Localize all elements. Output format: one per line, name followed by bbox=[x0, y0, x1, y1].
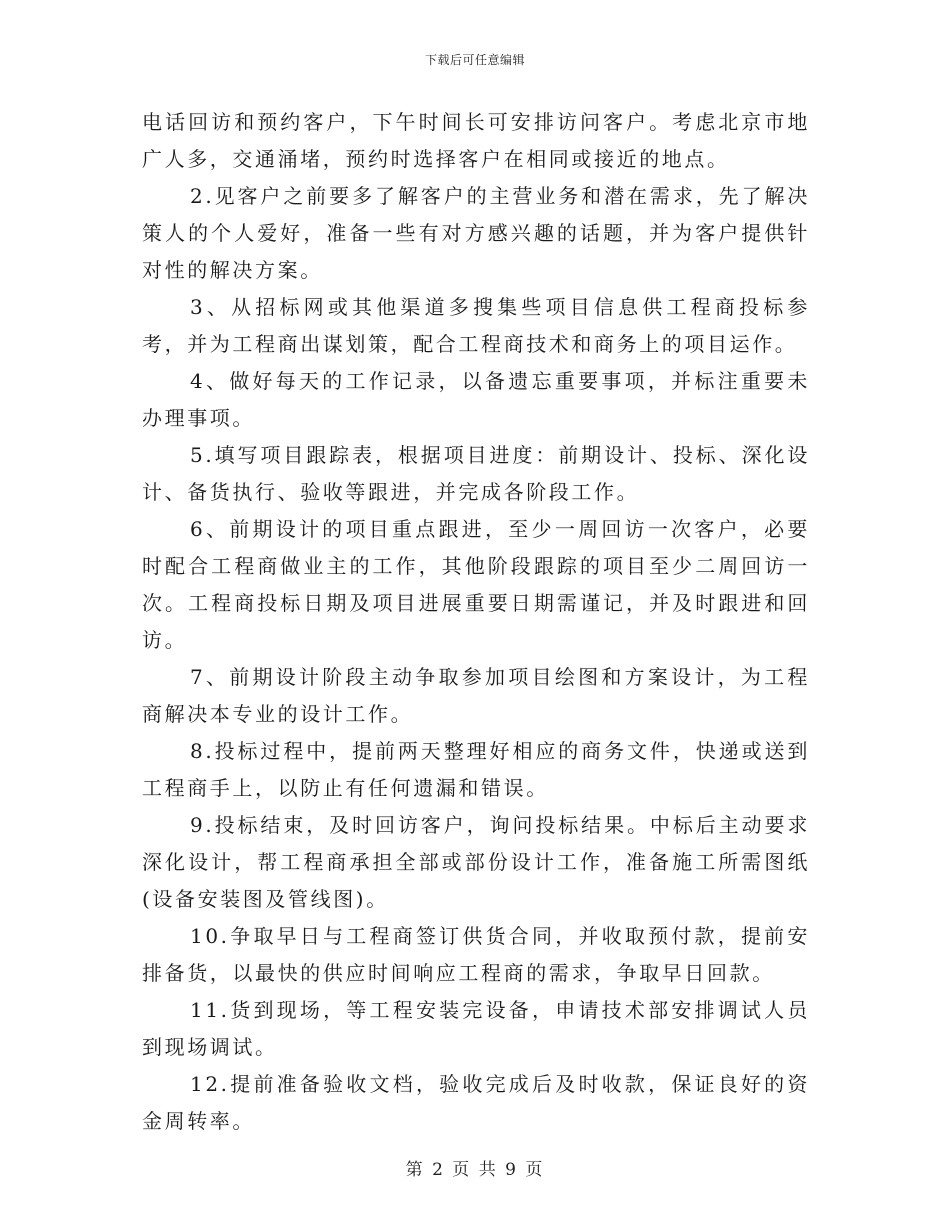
paragraph-intro: 电话回访和预约客户，下午时间长可安排访问客户。考虑北京市地广人多，交通涌堵，预约时选择客户在相同或接近的地点。 bbox=[142, 110, 810, 171]
paragraph-item-4: 4、做好每天的工作记录，以备遗忘重要事项，并标注重要未办理事项。 bbox=[142, 369, 810, 430]
paragraph-item-5: 5.填写项目跟踪表，根据项目进度：前期设计、投标、深化设计、备货执行、验收等跟进，并完成各阶段工作。 bbox=[142, 443, 810, 504]
paragraph-item-10: 10.争取早日与工程商签订供货合同，并收取预付款，提前安排备货，以最快的供应时间响应工程商的需求，争取早日回款。 bbox=[142, 924, 810, 985]
paragraph-item-3: 3、从招标网或其他渠道多搜集些项目信息供工程商投标参考，并为工程商出谋划策，配合工程商技术和商务上的项目运作。 bbox=[142, 295, 810, 356]
page-footer: 第 2 页 共 9 页 bbox=[405, 1160, 545, 1180]
paragraph-item-11: 11.货到现场，等工程安装完设备，申请技术部安排调试人员到现场调试。 bbox=[142, 998, 810, 1059]
paragraph-item-7: 7、前期设计阶段主动争取参加项目绘图和方案设计，为工程商解决本专业的设计工作。 bbox=[142, 665, 810, 726]
paragraph-item-2: 2.见客户之前要多了解客户的主营业务和潜在需求，先了解决策人的个人爱好，准备一些有对方感兴趣的话题，并为客户提供针对性的解决方案。 bbox=[142, 184, 810, 282]
paragraph-item-8: 8.投标过程中，提前两天整理好相应的商务文件，快递或送到工程商手上，以防止有任何遗漏和错误。 bbox=[142, 739, 810, 800]
paragraph-item-12: 12.提前准备验收文档，验收完成后及时收款，保证良好的资金周转率。 bbox=[142, 1072, 810, 1133]
paragraph-item-9: 9.投标结束，及时回访客户，询问投标结果。中标后主动要求深化设计，帮工程商承担全部或部份设计工作，准备施工所需图纸(设备安装图及管线图)。 bbox=[142, 813, 810, 911]
paragraph-item-6: 6、前期设计的项目重点跟进，至少一周回访一次客户，必要时配合工程商做业主的工作，其他阶段跟踪的项目至少二周回访一次。工程商投标日期及项目进展重要日期需谨记，并及时跟进和回访。 bbox=[142, 517, 810, 652]
page-header: 下载后可任意编辑 bbox=[424, 53, 525, 67]
document-body bbox=[142, 104, 810, 1140]
